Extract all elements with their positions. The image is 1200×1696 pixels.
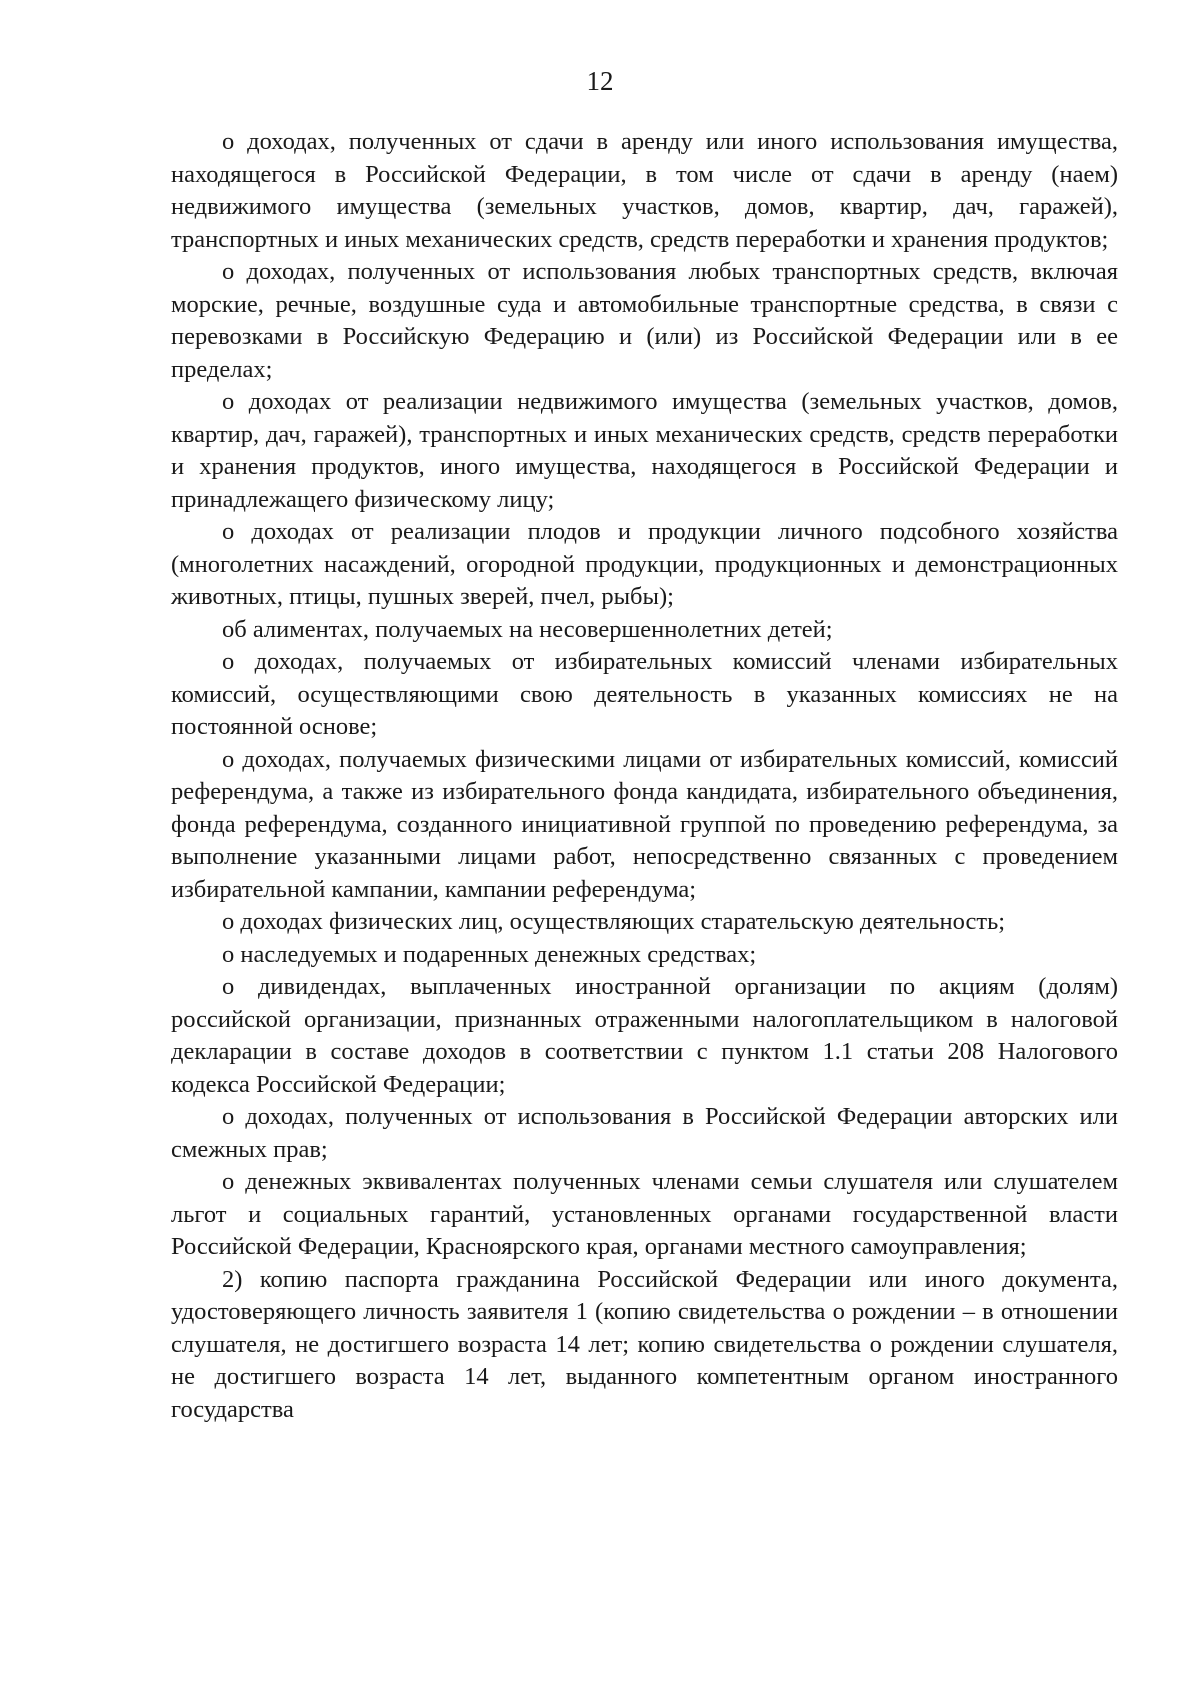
- paragraph: о денежных эквивалентах полученных членами семьи слушателя или слушателем льгот и социальных гарантий, установленных органами государственной власти Российской Федерации, Красноярского края, органами местного самоуправления;: [171, 1168, 1118, 1260]
- paragraph: о доходах от реализации недвижимого имущества (земельных участков, домов, квартир, дач, гаражей), транспортных и иных механических средств, средств переработки и хранения продуктов, иного имущества, находящегося в Российской Федерации и принадлежащего физическому лицу;: [171, 388, 1118, 513]
- document-body: [171, 126, 1118, 1426]
- paragraph: о дивидендах, выплаченных иностранной организации по акциям (долям) российской организации, признанных отраженными налогоплательщиком в налоговой декларации в составе доходов в соответствии с пунктом 1.1 статьи 208 Налогового кодекса Российской Федерации;: [171, 973, 1118, 1098]
- paragraph: о доходах, полученных от использования в Российской Федерации авторских или смежных прав;: [171, 1103, 1118, 1163]
- paragraph: о доходах, полученных от использования любых транспортных средств, включая морские, речные, воздушные суда и автомобильные транспортные средства, в связи с перевозками в Российскую Федерацию и (или) из Российской Федерации или в ее пределах;: [171, 258, 1118, 383]
- paragraph: о доходах, получаемых от избирательных комиссий членами избирательных комиссий, осуществляющими свою деятельность в указанных комиссиях не на постоянной основе;: [171, 648, 1118, 740]
- paragraph: об алиментах, получаемых на несовершеннолетних детей;: [222, 615, 833, 643]
- paragraph: о доходах, получаемых физическими лицами от избирательных комиссий, комиссий референдума, а также из избирательного фонда кандидата, избирательного объединения, фонда референдума, созданного инициативной группой по проведению референдума, за выполнение указанными лицами работ, непосредственно связанных с проведением избирательной кампании, кампании референдума;: [171, 745, 1118, 903]
- paragraph: о наследуемых и подаренных денежных средствах;: [222, 940, 757, 968]
- page-number: 12: [586, 66, 614, 96]
- paragraph: о доходах физических лиц, осуществляющих старательскую деятельность;: [222, 908, 1006, 935]
- paragraph: 2) копию паспорта гражданина Российской Федерации или иного документа, удостоверяющего личность заявителя 1 (копию свидетельства о рождении – в отношении слушателя, не достигшего возраста 14 лет; копию свидетельства о рождении слушателя, не достигшего возраста 14 лет, выданного компетентным органом иностранного государства: [171, 1265, 1118, 1423]
- paragraph: о доходах, полученных от сдачи в аренду или иного использования имущества, находящегося в Российской Федерации, в том числе от сдачи в аренду (наем) недвижимого имущества (земельных участков, домов, квартир, дач, гаражей), транспортных и иных механических средств, средств переработки и хранения продуктов;: [171, 128, 1118, 253]
- paragraph: о доходах от реализации плодов и продукции личного подсобного хозяйства (многолетних насаждений, огородной продукции, продукционных и демонстрационных животных, птицы, пушных зверей, пчел, рыбы);: [171, 518, 1118, 610]
